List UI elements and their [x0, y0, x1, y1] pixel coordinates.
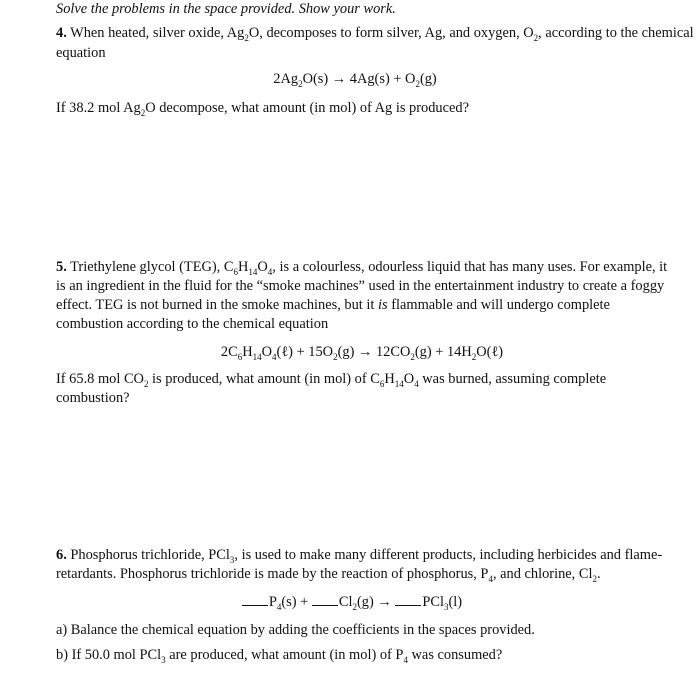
question-5-equation	[12, 343, 700, 363]
eq-term: O(ℓ)	[476, 344, 504, 360]
eq-term: O	[261, 344, 272, 360]
eq-term: (g)	[419, 71, 437, 87]
q4-text: O, decomposes to form silver, Ag, and oxygen, O	[248, 25, 534, 41]
coefficient-blank-2[interactable]	[312, 593, 338, 606]
subscript: 2	[471, 351, 477, 362]
subscript: 2	[298, 78, 303, 89]
question-4-equation	[5, 70, 700, 90]
subscript: 3	[161, 654, 166, 665]
coefficient-blank-3[interactable]	[395, 593, 421, 606]
subscript: 6	[379, 378, 385, 389]
subscript: 4	[488, 573, 493, 584]
q4-text: O decompose, what amount (in mol) of Ag is produced?	[145, 100, 469, 116]
question-5-line-2: is an ingredient in the fluid for the “smoke machines” used in the entertainment industry to create a foggy	[56, 278, 665, 294]
subscript: 2	[333, 351, 338, 362]
q5-text: Triethylene glycol (TEG), C	[70, 259, 234, 275]
question-6-line-1	[56, 546, 696, 566]
q6-text: Phosphorus trichloride, PCl	[70, 547, 230, 563]
q5-text: flammable and will undergo complete	[387, 297, 610, 313]
q5-text: H	[237, 259, 249, 275]
eq-term: (ℓ) + 15O	[276, 344, 334, 360]
reaction-arrow-icon: →	[357, 344, 373, 360]
q5-text: effect. TEG is not burned in the smoke machines, but it	[56, 297, 378, 313]
question-number: 4.	[56, 25, 67, 41]
eq-term: (l)	[448, 594, 463, 610]
q5-text: is produced, what amount (in mol) of C	[148, 371, 380, 387]
reaction-arrow-icon: →	[331, 71, 347, 87]
question-5-line-4: combustion according to the chemical equation	[56, 316, 329, 332]
question-6-line-2	[56, 565, 696, 585]
eq-term: (g)	[337, 344, 355, 360]
q5-text: O	[257, 259, 268, 275]
subscript: 2	[410, 351, 415, 362]
eq-term: 4Ag(s) + O	[349, 71, 416, 87]
question-number: 6.	[56, 547, 67, 563]
subscript: 2	[415, 78, 420, 89]
subscript: 6	[233, 266, 238, 277]
subscript: 2	[143, 378, 149, 389]
q5-text: , is a colourless, odourless liquid that has many uses. For example, it	[272, 259, 668, 275]
q6-text: , and chlorine, Cl	[492, 566, 593, 582]
question-number: 5.	[56, 259, 67, 275]
question-5-prompt-line-2: combustion?	[56, 390, 130, 406]
q5-text: H	[384, 371, 395, 387]
question-5-line-3	[56, 296, 696, 316]
q6-text: retardants. Phosphorus trichloride is made by the reaction of phosphorus, P	[56, 566, 489, 582]
q6-text: b) If 50.0 mol PCl	[56, 647, 162, 663]
subscript: 3	[444, 601, 449, 612]
question-4-prompt	[56, 99, 696, 119]
eq-term: (g) + 14H	[414, 344, 472, 360]
eq-term: P	[268, 594, 277, 610]
question-5-prompt	[56, 370, 696, 390]
eq-term: O(s)	[302, 71, 329, 87]
q6-text: was consumed?	[407, 647, 503, 663]
reaction-arrow-icon: →	[377, 594, 392, 610]
subscript: 2	[244, 32, 249, 43]
instructions: Solve the problems in the space provided. Show your work.	[56, 1, 396, 17]
question-6-part-b	[56, 646, 696, 666]
question-5-line-1	[56, 258, 696, 278]
subscript: 14	[394, 378, 404, 389]
q5-text: If 65.8 mol CO	[56, 371, 144, 387]
subscript: 4	[276, 601, 282, 612]
eq-term: (g)	[357, 594, 374, 610]
subscript: 2	[533, 32, 539, 43]
subscript: 4	[403, 654, 408, 665]
q5-emphasis: is	[378, 297, 388, 313]
subscript: 4	[272, 351, 277, 362]
eq-term: PCl	[422, 594, 445, 610]
coefficient-blank-1[interactable]	[242, 593, 268, 606]
q6-text: .	[596, 566, 601, 582]
eq-term: 12CO	[375, 344, 411, 360]
subscript: 4	[267, 266, 273, 277]
subscript: 6	[237, 351, 243, 362]
eq-term: H	[242, 344, 253, 360]
q4-text: When heated, silver oxide, Ag	[70, 25, 245, 41]
subscript: 2	[592, 573, 597, 584]
eq-term: 2Ag	[273, 71, 299, 87]
subscript: 3	[229, 554, 235, 565]
q5-text: was burned, assuming complete	[418, 371, 607, 387]
eq-term: 2C	[220, 344, 238, 360]
question-6-part-a: a) Balance the chemical equation by adding the coefficients in the spaces provided.	[56, 622, 535, 638]
eq-term: (s) +	[281, 594, 309, 610]
subscript: 14	[248, 266, 258, 277]
q4-text: , according to the chemical equation	[56, 25, 694, 61]
q6-text: are produced, what amount (in mol) of P	[165, 647, 404, 663]
eq-term: Cl	[338, 594, 353, 610]
subscript: 2	[140, 107, 146, 118]
question-6-equation	[2, 593, 700, 613]
q4-text: If 38.2 mol Ag	[56, 100, 141, 116]
question-4-intro	[56, 24, 696, 63]
subscript: 2	[352, 601, 358, 612]
q6-text: , is used to make many different products, including herbicides and flame-	[234, 547, 663, 563]
q5-text: O	[403, 371, 415, 387]
subscript: 14	[252, 351, 262, 362]
subscript: 4	[414, 378, 419, 389]
